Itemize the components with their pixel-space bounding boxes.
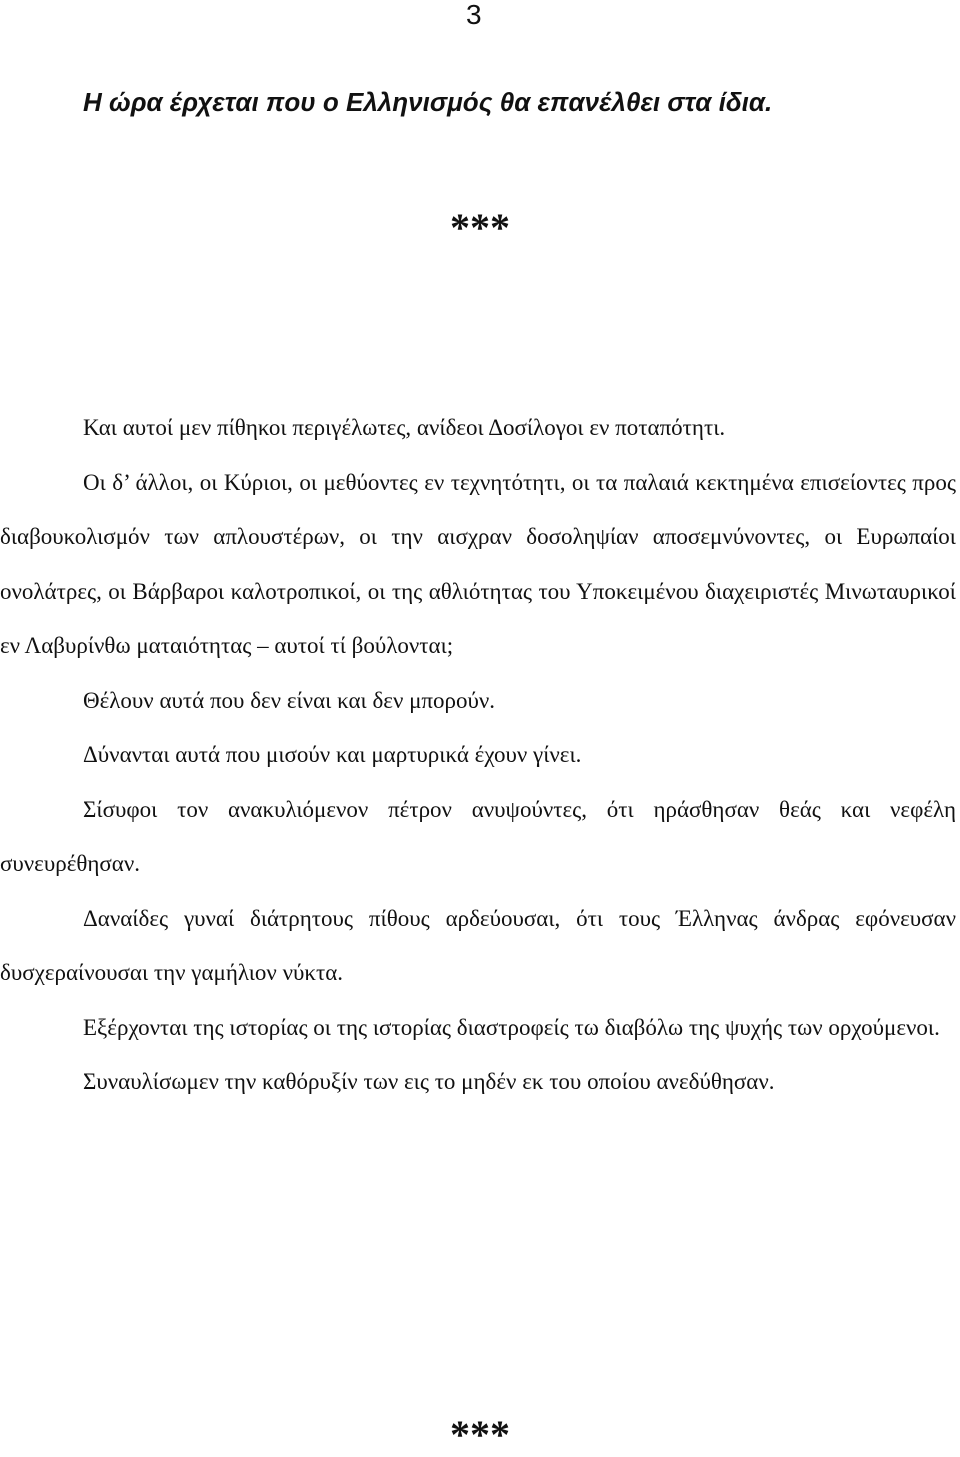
section-separator-top: ***	[450, 205, 510, 250]
paragraph-1: Και αυτοί μεν πίθηκοι περιγέλωτες, ανίδεοι Δοσίλογοι εν ποταπότητι.	[83, 415, 726, 440]
paragraph-8: Συναυλίσωμεν την καθόρυξίν των εις το μηδέν εκ του οποίου ανεδύθησαν.	[83, 1069, 775, 1094]
paragraph-2: Οι δ’ άλλοι, οι Κύριοι, οι μεθύοντες εν τεχνητότητι, οι τα παλαιά κεκτημένα επισείοντες προς διαβουκολισμόν των απλουστέρων, οι την αισχραν δοσοληψίαν αποσεμνύνοντες, οι Ευρωπαίοι ονολάτρες, οι Βάρβαροι καλοτροπικοί, οι της αθλιότητας του Υποκειμένου διαχειριστές Μινωταυρικοί εν Λαβυρίνθω ματαιότητας – αυτοί τί βούλονται;	[0, 469, 956, 658]
paragraph-7: Εξέρχονται της ιστορίας οι της ιστορίας διαστροφείς τω διαβόλω της ψυχής των ορχούμενοι.	[83, 1014, 940, 1040]
page-heading: Η ώρα έρχεται που ο Ελληνισμός θα επανέλθει στα ίδια.	[83, 87, 773, 117]
paragraph-3: Θέλουν αυτά που δεν είναι και δεν μπορούν.	[83, 687, 496, 713]
page-number: 3	[466, 0, 482, 30]
paragraph-6: Δαναίδες γυναί διάτρητους πίθους αρδεύουσαι, ότι τους Έλληνας άνδρας εφόνευσαν δυσχεραίνουσαι την γαμήλιον νύκτα.	[0, 905, 956, 985]
paragraph-5: Σίσυφοι τον ανακυλιόμενον πέτρον ανυψούντες, ότι ηράσθησαν θεάς και νεφέλη συνευρέθησαν.	[0, 796, 956, 876]
body-text	[0, 401, 956, 1110]
paragraph-4: Δύνανται αυτά που μισούν και μαρτυρικά έχουν γίνει.	[83, 742, 582, 767]
section-separator-bottom: ***	[450, 1412, 510, 1457]
